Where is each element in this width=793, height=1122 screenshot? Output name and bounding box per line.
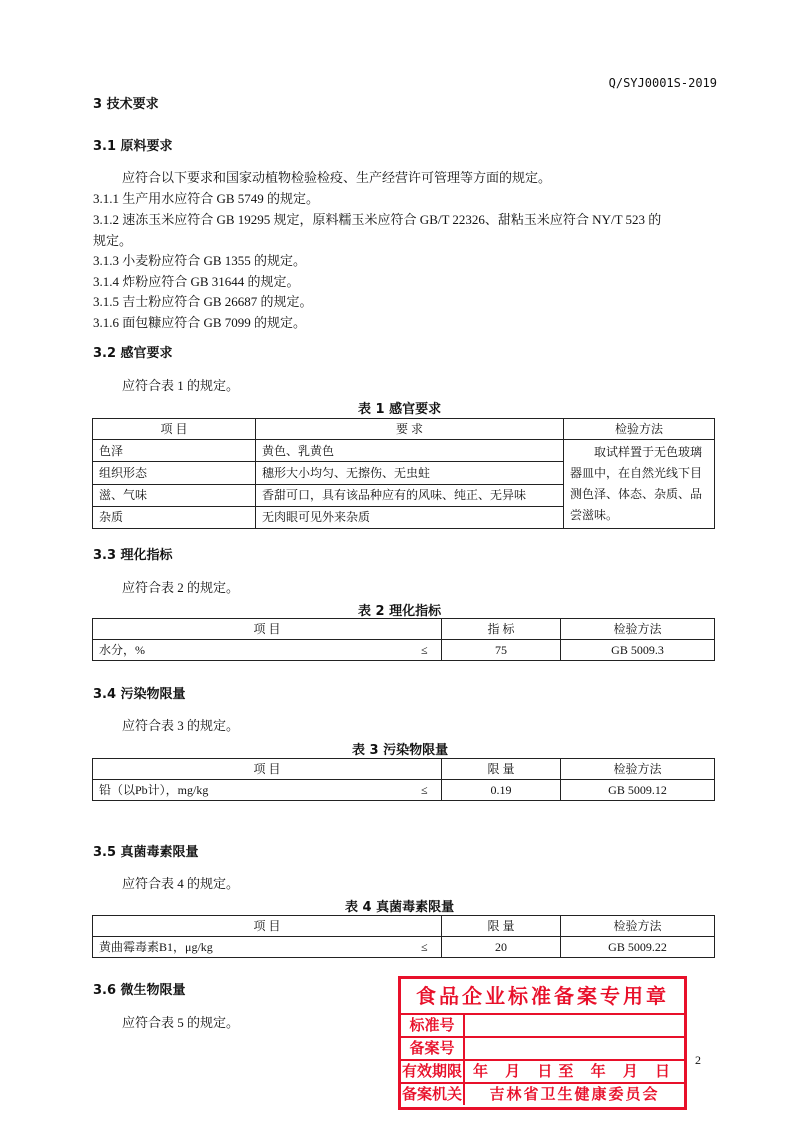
stamp-value: 年 月 日至 年 月 日 [472,1062,677,1080]
cell: 滋、气味 [93,484,256,506]
cell: 穗形大小均匀、无擦伤、无虫蛀 [256,462,564,484]
cell: ≤ [415,937,442,958]
stamp-label: 备案号 [401,1038,465,1059]
cell: 杂质 [93,506,256,528]
cell: 20 [442,937,561,958]
section-3-3-title: 3.3 理化指标 [93,548,173,563]
cell: 组织形态 [93,462,256,484]
section-3-title: 3 技术要求 [93,97,159,112]
table-header: 要 求 [256,419,564,440]
list-item: 3.1.3 小麦粉应符合 GB 1355 的规定。 [93,253,307,268]
cell: 色泽 [93,440,256,462]
section-3-6-intro: 应符合表 5 的规定。 [122,1015,240,1030]
method-cell: 取试样置于无色玻璃器皿中，在自然光线下目测色泽、体态、杂质、品尝滋味。 [564,440,715,529]
cell: GB 5009.3 [561,640,715,661]
cell: 铅（以Pb计），mg/kg [93,780,416,801]
cell: ≤ [415,640,442,661]
list-item: 3.1.2 速冻玉米应符合 GB 19295 规定，原料糯玉米应符合 GB/T 22326、甜粘玉米应符合 NY/T 523 的 [93,212,662,227]
list-item: 3.1.6 面包糠应符合 GB 7099 的规定。 [93,315,307,330]
table-row [93,780,715,801]
cell: 0.19 [442,780,561,801]
table-row [93,640,715,661]
stamp-label: 标准号 [401,1015,465,1036]
cell: ≤ [415,780,442,801]
table-header: 限 量 [442,916,561,937]
table-header: 限 量 [442,759,561,780]
table-4-caption: 表 4 真菌毒素限量 [345,900,455,915]
section-3-4-title: 3.4 污染物限量 [93,687,186,702]
cell: 香甜可口，具有该品种应有的风味、纯正、无异味 [256,484,564,506]
table-header: 检验方法 [561,916,715,937]
section-3-2-intro: 应符合表 1 的规定。 [122,378,240,393]
table-3-caption: 表 3 污染物限量 [352,743,449,758]
table-1-caption: 表 1 感官要求 [358,402,442,417]
section-3-1-intro: 应符合以下要求和国家动植物检验检疫、生产经营许可管理等方面的规定。 [122,170,552,185]
section-3-4-intro: 应符合表 3 的规定。 [122,718,240,733]
table-header: 指 标 [442,619,561,640]
table-header: 项 目 [93,619,442,640]
table-2 [92,618,715,661]
table-1 [92,418,715,529]
table-3 [92,758,715,801]
list-item: 3.1.1 生产用水应符合 GB 5749 的规定。 [93,191,320,206]
cell: GB 5009.22 [561,937,715,958]
doc-id: Q/SYJ0001S-2019 [608,76,717,90]
table-row [93,937,715,958]
stamp-label: 备案机关 [401,1084,465,1105]
list-item: 3.1.5 吉士粉应符合 GB 26687 的规定。 [93,294,313,309]
table-row [93,440,715,462]
cell: 无肉眼可见外来杂质 [256,506,564,528]
stamp-value: 吉林省卫生健康委员会 [489,1085,660,1103]
cell: 水分，% [93,640,416,661]
cell: GB 5009.12 [561,780,715,801]
filing-stamp [398,976,687,1110]
cell: 黄曲霉毒素B1，μg/kg [93,937,416,958]
table-header: 检验方法 [561,619,715,640]
table-header: 项 目 [93,419,256,440]
section-3-5-intro: 应符合表 4 的规定。 [122,876,240,891]
cell: 75 [442,640,561,661]
list-item: 3.1.4 炸粉应符合 GB 31644 的规定。 [93,274,300,289]
table-header: 项 目 [93,916,442,937]
table-header: 检验方法 [564,419,715,440]
page-number: 2 [695,1053,701,1067]
section-3-5-title: 3.5 真菌毒素限量 [93,845,199,860]
table-header: 检验方法 [561,759,715,780]
table-4 [92,915,715,958]
section-3-6-title: 3.6 微生物限量 [93,983,186,998]
table-2-caption: 表 2 理化指标 [358,604,442,619]
section-3-1-title: 3.1 原料要求 [93,139,173,154]
section-3-3-intro: 应符合表 2 的规定。 [122,580,240,595]
table-header: 项 目 [93,759,442,780]
list-item: 规定。 [93,233,133,248]
stamp-title: 食品企业标准备案专用章 [401,979,684,1015]
stamp-label: 有效期限 [401,1061,465,1082]
section-3-2-title: 3.2 感官要求 [93,346,173,361]
cell: 黄色、乳黄色 [256,440,564,462]
